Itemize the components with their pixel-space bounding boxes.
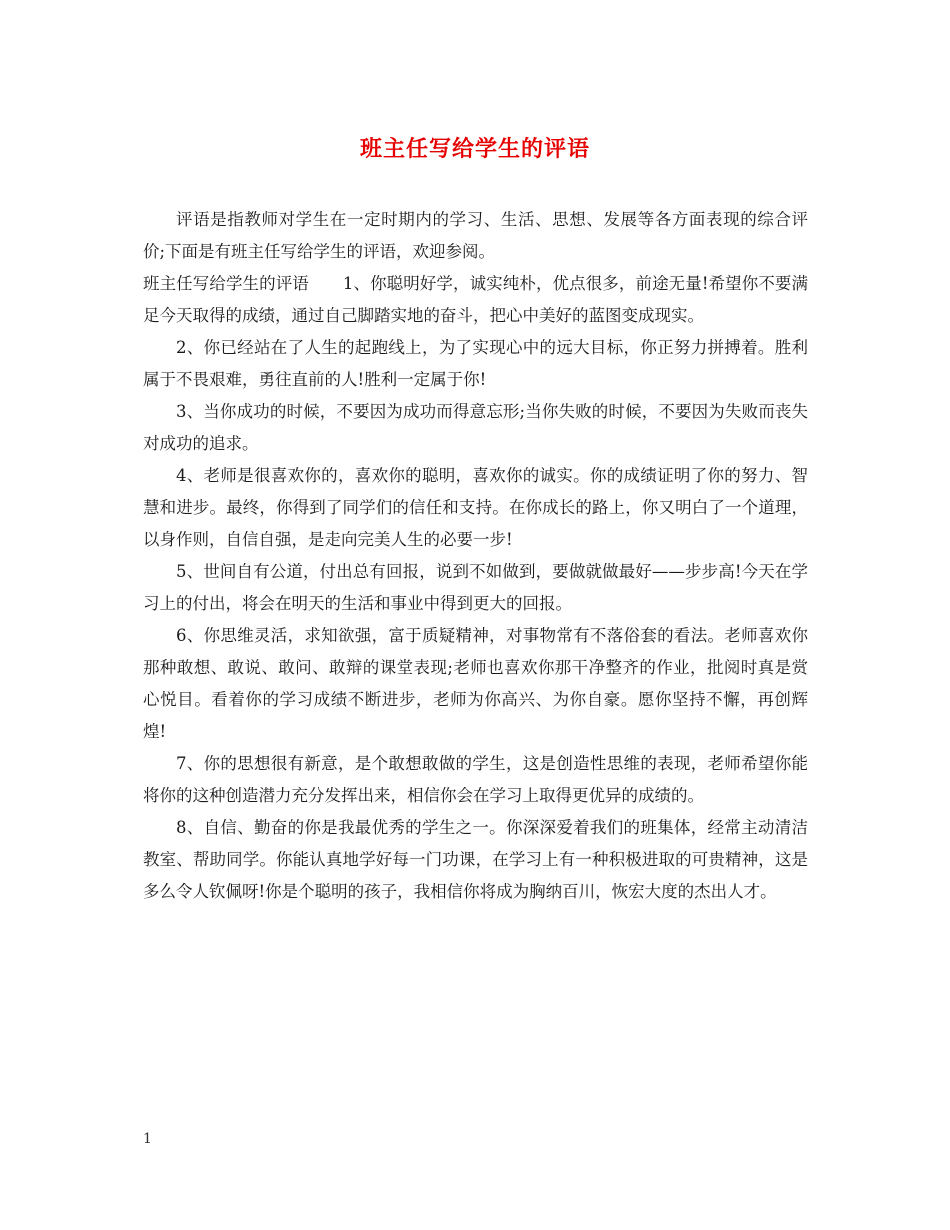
document-body [143,204,808,908]
comment-item-1: 1、你聪明好学，诚实纯朴，优点很多，前途无量!希望你不要满足今天取得的成绩，通过自己脚踏实地的奋斗，把心中美好的蓝图变成现实。 [143,274,808,325]
page-number: 1 [143,1131,152,1147]
comment-item-4: 4、老师是很喜欢你的，喜欢你的聪明，喜欢你的诚实。你的成绩证明了你的努力、智慧和进步。最终，你得到了同学们的信任和支持。在你成长的路上，你又明白了一个道理，以身作则，自信自强，是走向完美人生的必要一步! [143,466,808,549]
comment-item-6: 6、你思维灵活，求知欲强，富于质疑精神，对事物常有不落俗套的看法。老师喜欢你那种敢想、敢说、敢问、敢辩的课堂表现;老师也喜欢你那干净整齐的作业，批阅时真是赏心悦目。看着你的学习成绩不断进步，老师为你高兴、为你自豪。愿你坚持不懈，再创辉煌! [143,626,808,741]
comment-item-8: 8、自信、勤奋的你是我最优秀的学生之一。你深深爱着我们的班集体，经常主动清洁教室、帮助同学。你能认真地学好每一门功课，在学习上有一种积极进取的可贵精神，这是多么令人钦佩呀!你是个聪明的孩子，我相信你将成为胸纳百川，恢宏大度的杰出人才。 [143,818,808,901]
comment-item-2: 2、你已经站在了人生的起跑线上，为了实现心中的远大目标，你正努力拼搏着。胜利属于不畏艰难，勇往直前的人!胜利一定属于你! [143,338,808,389]
comment-item-3: 3、当你成功的时候，不要因为成功而得意忘形;当你失败的时候，不要因为失败而丧失对成功的追求。 [143,402,808,453]
document-title: 班主任写给学生的评语 [359,136,590,162]
section-subheading: 班主任写给学生的评语 [143,274,309,293]
intro-paragraph: 评语是指教师对学生在一定时期内的学习、生活、思想、发展等各方面表现的综合评价;下面是有班主任写给学生的评语，欢迎参阅。 [143,210,808,261]
comment-item-5: 5、世间自有公道，付出总有回报，说到不如做到，要做就做最好——步步高!今天在学习上的付出，将会在明天的生活和事业中得到更大的回报。 [143,562,808,613]
first-item-paragraph [143,268,808,332]
comment-item-7: 7、你的思想很有新意，是个敢想敢做的学生，这是创造性思维的表现，老师希望你能将你的这种创造潜力充分发挥出来，相信你会在学习上取得更优异的成绩的。 [143,754,808,805]
